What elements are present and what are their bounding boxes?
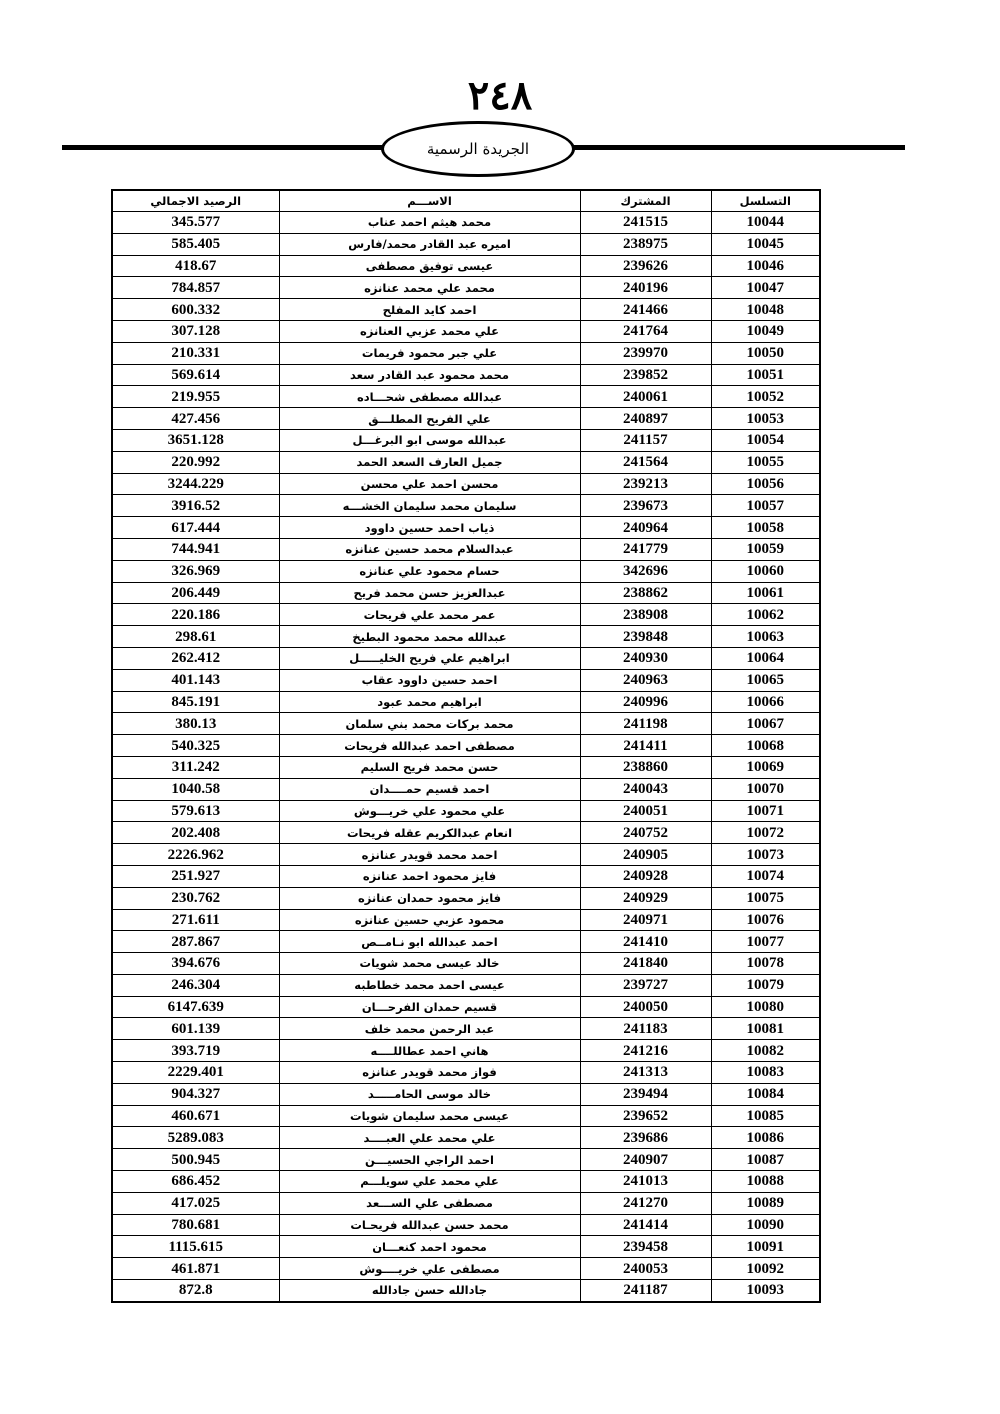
cell-name: علي محمد علي سويلـــم (279, 1171, 580, 1193)
cell-serial: 10054 (711, 429, 820, 451)
cell-balance: 540.325 (112, 735, 279, 757)
cell-balance: 1040.58 (112, 778, 279, 800)
cell-subscriber: 239652 (580, 1105, 711, 1127)
cell-balance: 417.025 (112, 1192, 279, 1214)
cell-balance: 230.762 (112, 887, 279, 909)
cell-name: علي الفريح المطلـــق (279, 408, 580, 430)
cell-balance: 2226.962 (112, 844, 279, 866)
cell-serial: 10075 (711, 887, 820, 909)
cell-serial: 10074 (711, 865, 820, 887)
cell-balance: 418.67 (112, 255, 279, 277)
cell-name: محمد هيثم احمد عناب (279, 212, 580, 234)
cell-name: محمد علي محمد عنانزه (279, 277, 580, 299)
cell-balance: 617.444 (112, 517, 279, 539)
cell-serial: 10091 (711, 1236, 820, 1258)
cell-balance: 326.969 (112, 560, 279, 582)
cell-name: فايز محمود احمد عنانزه (279, 865, 580, 887)
cell-balance: 601.139 (112, 1018, 279, 1040)
cell-serial: 10046 (711, 255, 820, 277)
cell-serial: 10077 (711, 931, 820, 953)
cell-name: محمود احمد كنعـــان (279, 1236, 580, 1258)
cell-subscriber: 241270 (580, 1192, 711, 1214)
cell-balance: 744.941 (112, 538, 279, 560)
table-row (112, 495, 820, 517)
cell-subscriber: 241313 (580, 1062, 711, 1084)
table-row (112, 473, 820, 495)
cell-name: ذياب احمد حسين داوود (279, 517, 580, 539)
cell-name: علي محمد علي العبــــد (279, 1127, 580, 1149)
cell-serial: 10062 (711, 604, 820, 626)
cell-serial: 10055 (711, 451, 820, 473)
cell-subscriber: 241564 (580, 451, 711, 473)
table-row (112, 669, 820, 691)
table-row (112, 909, 820, 931)
cell-subscriber: 240752 (580, 822, 711, 844)
table-row (112, 342, 820, 364)
cell-subscriber: 240196 (580, 277, 711, 299)
cell-name: محمود عزبي حسين عنانزه (279, 909, 580, 931)
cell-subscriber: 240929 (580, 887, 711, 909)
cell-subscriber: 241198 (580, 713, 711, 735)
cell-balance: 206.449 (112, 582, 279, 604)
cell-subscriber: 241157 (580, 429, 711, 451)
cell-serial: 10079 (711, 974, 820, 996)
cell-name: اميره عبد القادر محمد/فارس (279, 233, 580, 255)
cell-serial: 10058 (711, 517, 820, 539)
cell-name: احمد كايد المفلح (279, 299, 580, 321)
cell-balance: 271.611 (112, 909, 279, 931)
table-row (112, 517, 820, 539)
cell-serial: 10076 (711, 909, 820, 931)
cell-subscriber: 239686 (580, 1127, 711, 1149)
cell-subscriber: 240971 (580, 909, 711, 931)
cell-balance: 780.681 (112, 1214, 279, 1236)
table-row (112, 974, 820, 996)
table-row (112, 691, 820, 713)
cell-subscriber: 239970 (580, 342, 711, 364)
cell-balance: 461.871 (112, 1258, 279, 1280)
cell-name: عبدالسلام محمد حسين عنانزه (279, 538, 580, 560)
cell-balance: 251.927 (112, 865, 279, 887)
cell-balance: 1115.615 (112, 1236, 279, 1258)
cell-subscriber: 241013 (580, 1171, 711, 1193)
gazette-title: الجريدة الرسمية (426, 140, 530, 158)
cell-name: عبدالله موسى ابو البرغـــل (279, 429, 580, 451)
cell-balance: 5289.083 (112, 1127, 279, 1149)
cell-name: محمد بركات محمد بني سلمان (279, 713, 580, 735)
cell-name: خالد عيسى محمد شويات (279, 953, 580, 975)
table-row (112, 1083, 820, 1105)
cell-serial: 10063 (711, 626, 820, 648)
cell-serial: 10065 (711, 669, 820, 691)
cell-serial: 10083 (711, 1062, 820, 1084)
table-row (112, 1062, 820, 1084)
table-row (112, 320, 820, 342)
cell-name: هاني احمد عطاللــــه (279, 1040, 580, 1062)
cell-subscriber: 238862 (580, 582, 711, 604)
cell-subscriber: 240928 (580, 865, 711, 887)
cell-subscriber: 342696 (580, 560, 711, 582)
cell-subscriber: 241515 (580, 212, 711, 234)
cell-name: فواز محمد قويدر عنانزه (279, 1062, 580, 1084)
cell-balance: 380.13 (112, 713, 279, 735)
cell-balance: 311.242 (112, 756, 279, 778)
cell-serial: 10078 (711, 953, 820, 975)
cell-serial: 10049 (711, 320, 820, 342)
cell-serial: 10086 (711, 1127, 820, 1149)
table-row (112, 735, 820, 757)
table-row (112, 887, 820, 909)
cell-subscriber: 240051 (580, 800, 711, 822)
table-row (112, 299, 820, 321)
cell-name: احمد عبدالله ابو نـامــص (279, 931, 580, 953)
cell-serial: 10050 (711, 342, 820, 364)
table-row (112, 1280, 820, 1302)
table-row (112, 865, 820, 887)
cell-serial: 10066 (711, 691, 820, 713)
cell-balance: 427.456 (112, 408, 279, 430)
table-row (112, 713, 820, 735)
cell-name: مصطفى احمد عبدالله فريحات (279, 735, 580, 757)
cell-subscriber: 240905 (580, 844, 711, 866)
cell-subscriber: 239673 (580, 495, 711, 517)
cell-serial: 10090 (711, 1214, 820, 1236)
cell-serial: 10057 (711, 495, 820, 517)
cell-serial: 10087 (711, 1149, 820, 1171)
cell-subscriber: 240963 (580, 669, 711, 691)
cell-subscriber: 240050 (580, 996, 711, 1018)
table-row (112, 953, 820, 975)
table-header-row (112, 190, 820, 212)
table-row (112, 429, 820, 451)
cell-subscriber: 240053 (580, 1258, 711, 1280)
cell-name: فايز محمود حمدان عنانزه (279, 887, 580, 909)
cell-name: علي محمد عزبي العنانزه (279, 320, 580, 342)
subscribers-table (111, 189, 821, 1303)
cell-name: قسيم حمدان الفرحـــان (279, 996, 580, 1018)
table-row (112, 996, 820, 1018)
cell-balance: 220.992 (112, 451, 279, 473)
table-row (112, 451, 820, 473)
cell-balance: 3651.128 (112, 429, 279, 451)
cell-subscriber: 239213 (580, 473, 711, 495)
table-row (112, 800, 820, 822)
table-row (112, 647, 820, 669)
cell-balance: 307.128 (112, 320, 279, 342)
cell-serial: 10084 (711, 1083, 820, 1105)
cell-subscriber: 239727 (580, 974, 711, 996)
cell-name: محمد محمود عبد القادر سعد (279, 364, 580, 386)
cell-subscriber: 241187 (580, 1280, 711, 1302)
cell-serial: 10068 (711, 735, 820, 757)
table-row (112, 844, 820, 866)
cell-balance: 500.945 (112, 1149, 279, 1171)
cell-name: عيسى محمد سليمان شويات (279, 1105, 580, 1127)
cell-balance: 6147.639 (112, 996, 279, 1018)
cell-serial: 10059 (711, 538, 820, 560)
cell-name: عيسى توفيق مصطفى (279, 255, 580, 277)
cell-balance: 202.408 (112, 822, 279, 844)
table-row (112, 626, 820, 648)
cell-name: مصطفى علي خريــــوش (279, 1258, 580, 1280)
cell-subscriber: 240930 (580, 647, 711, 669)
cell-subscriber: 239848 (580, 626, 711, 648)
cell-serial: 10061 (711, 582, 820, 604)
table-row (112, 1171, 820, 1193)
cell-name: عبدالعزيز حسن محمد فريح (279, 582, 580, 604)
table-row (112, 756, 820, 778)
table-row (112, 538, 820, 560)
cell-serial: 10047 (711, 277, 820, 299)
cell-balance: 845.191 (112, 691, 279, 713)
cell-serial: 10072 (711, 822, 820, 844)
cell-subscriber: 240061 (580, 386, 711, 408)
cell-subscriber: 240907 (580, 1149, 711, 1171)
cell-balance: 600.332 (112, 299, 279, 321)
cell-name: احمد حسين داوود عقاب (279, 669, 580, 691)
cell-subscriber: 241216 (580, 1040, 711, 1062)
cell-balance: 287.867 (112, 931, 279, 953)
table-row (112, 277, 820, 299)
subscribers-table-container (111, 189, 819, 1303)
cell-serial: 10048 (711, 299, 820, 321)
cell-balance: 210.331 (112, 342, 279, 364)
cell-name: جميل العارف السعد الحمد (279, 451, 580, 473)
cell-name: عبدالله مصطفى شحـــاده (279, 386, 580, 408)
table-row (112, 1105, 820, 1127)
cell-name: عمر محمد علي فريحات (279, 604, 580, 626)
cell-serial: 10070 (711, 778, 820, 800)
cell-balance: 219.955 (112, 386, 279, 408)
cell-name: مصطفى علي الســـعد (279, 1192, 580, 1214)
table-row (112, 1127, 820, 1149)
cell-subscriber: 240964 (580, 517, 711, 539)
cell-balance: 569.614 (112, 364, 279, 386)
cell-subscriber: 241411 (580, 735, 711, 757)
table-row (112, 931, 820, 953)
cell-balance: 585.405 (112, 233, 279, 255)
cell-serial: 10067 (711, 713, 820, 735)
cell-name: خالد موسى الحامـــــد (279, 1083, 580, 1105)
cell-balance: 686.452 (112, 1171, 279, 1193)
cell-name: علي محمود علي خريـــوش (279, 800, 580, 822)
cell-serial: 10052 (711, 386, 820, 408)
table-row (112, 1149, 820, 1171)
table-row (112, 233, 820, 255)
cell-name: حسن محمد فريح السليم (279, 756, 580, 778)
table-row (112, 364, 820, 386)
cell-serial: 10045 (711, 233, 820, 255)
table-row (112, 1040, 820, 1062)
cell-serial: 10088 (711, 1171, 820, 1193)
table-row (112, 255, 820, 277)
cell-balance: 246.304 (112, 974, 279, 996)
cell-balance: 394.676 (112, 953, 279, 975)
cell-serial: 10044 (711, 212, 820, 234)
cell-subscriber: 240996 (580, 691, 711, 713)
cell-name: عبد الرحمن محمد خلف (279, 1018, 580, 1040)
cell-serial: 10081 (711, 1018, 820, 1040)
cell-balance: 2229.401 (112, 1062, 279, 1084)
cell-serial: 10069 (711, 756, 820, 778)
cell-name: احمد الراجي الحسيـــن (279, 1149, 580, 1171)
table-row (112, 1236, 820, 1258)
table-row (112, 1018, 820, 1040)
cell-name: سليمان محمد سليمان الخشـــه (279, 495, 580, 517)
cell-name: احمد محمد قويدر عنانزه (279, 844, 580, 866)
cell-balance: 3244.229 (112, 473, 279, 495)
cell-serial: 10080 (711, 996, 820, 1018)
cell-name: حسام محمود علي عنانزه (279, 560, 580, 582)
cell-balance: 784.857 (112, 277, 279, 299)
cell-name: جادالله حسن جادالله (279, 1280, 580, 1302)
cell-subscriber: 238975 (580, 233, 711, 255)
cell-balance: 401.143 (112, 669, 279, 691)
cell-name: احمد قسيم حمــــدان (279, 778, 580, 800)
cell-name: انعام عبدالكريم عقله فريحات (279, 822, 580, 844)
cell-name: محمد حسن عبدالله فريحـات (279, 1214, 580, 1236)
cell-subscriber: 241466 (580, 299, 711, 321)
cell-name: محسن احمد علي محسن (279, 473, 580, 495)
cell-serial: 10085 (711, 1105, 820, 1127)
cell-subscriber: 241183 (580, 1018, 711, 1040)
header-name: الاســـم (279, 190, 580, 212)
cell-subscriber: 241414 (580, 1214, 711, 1236)
cell-serial: 10064 (711, 647, 820, 669)
cell-subscriber: 239458 (580, 1236, 711, 1258)
cell-balance: 3916.52 (112, 495, 279, 517)
cell-balance: 393.719 (112, 1040, 279, 1062)
cell-serial: 10051 (711, 364, 820, 386)
table-row (112, 604, 820, 626)
cell-serial: 10060 (711, 560, 820, 582)
cell-serial: 10089 (711, 1192, 820, 1214)
cell-balance: 345.577 (112, 212, 279, 234)
table-row (112, 212, 820, 234)
cell-subscriber: 241410 (580, 931, 711, 953)
cell-balance: 904.327 (112, 1083, 279, 1105)
cell-serial: 10082 (711, 1040, 820, 1062)
cell-balance: 220.186 (112, 604, 279, 626)
cell-serial: 10093 (711, 1280, 820, 1302)
gazette-title-oval (381, 121, 575, 177)
cell-subscriber: 240897 (580, 408, 711, 430)
cell-balance: 460.671 (112, 1105, 279, 1127)
cell-name: عبدالله محمد محمود البطيخ (279, 626, 580, 648)
cell-balance: 298.61 (112, 626, 279, 648)
table-row (112, 386, 820, 408)
cell-serial: 10073 (711, 844, 820, 866)
cell-subscriber: 239852 (580, 364, 711, 386)
table-row (112, 408, 820, 430)
table-body (112, 212, 820, 1302)
table-row (112, 1192, 820, 1214)
header-serial: التسلسل (711, 190, 820, 212)
table-row (112, 1214, 820, 1236)
cell-subscriber: 241764 (580, 320, 711, 342)
cell-name: علي جبر محمود فريمات (279, 342, 580, 364)
cell-subscriber: 238860 (580, 756, 711, 778)
cell-serial: 10092 (711, 1258, 820, 1280)
cell-subscriber: 241840 (580, 953, 711, 975)
cell-subscriber: 240043 (580, 778, 711, 800)
cell-name: عيسى احمد محمد خطاطبه (279, 974, 580, 996)
cell-subscriber: 239626 (580, 255, 711, 277)
header-balance: الرصيد الاجمالي (112, 190, 279, 212)
cell-serial: 10071 (711, 800, 820, 822)
cell-name: ابراهيم محمد عبود (279, 691, 580, 713)
page-number: ٢٤٨ (467, 72, 533, 119)
cell-subscriber: 241779 (580, 538, 711, 560)
cell-serial: 10056 (711, 473, 820, 495)
cell-serial: 10053 (711, 408, 820, 430)
table-row (112, 822, 820, 844)
cell-balance: 872.8 (112, 1280, 279, 1302)
cell-balance: 262.412 (112, 647, 279, 669)
table-row (112, 1258, 820, 1280)
cell-subscriber: 238908 (580, 604, 711, 626)
table-row (112, 582, 820, 604)
table-row (112, 778, 820, 800)
cell-balance: 579.613 (112, 800, 279, 822)
header-subscriber: المشترك (580, 190, 711, 212)
cell-name: ابراهيم علي فريح الخليـــــل (279, 647, 580, 669)
table-row (112, 560, 820, 582)
cell-subscriber: 239494 (580, 1083, 711, 1105)
